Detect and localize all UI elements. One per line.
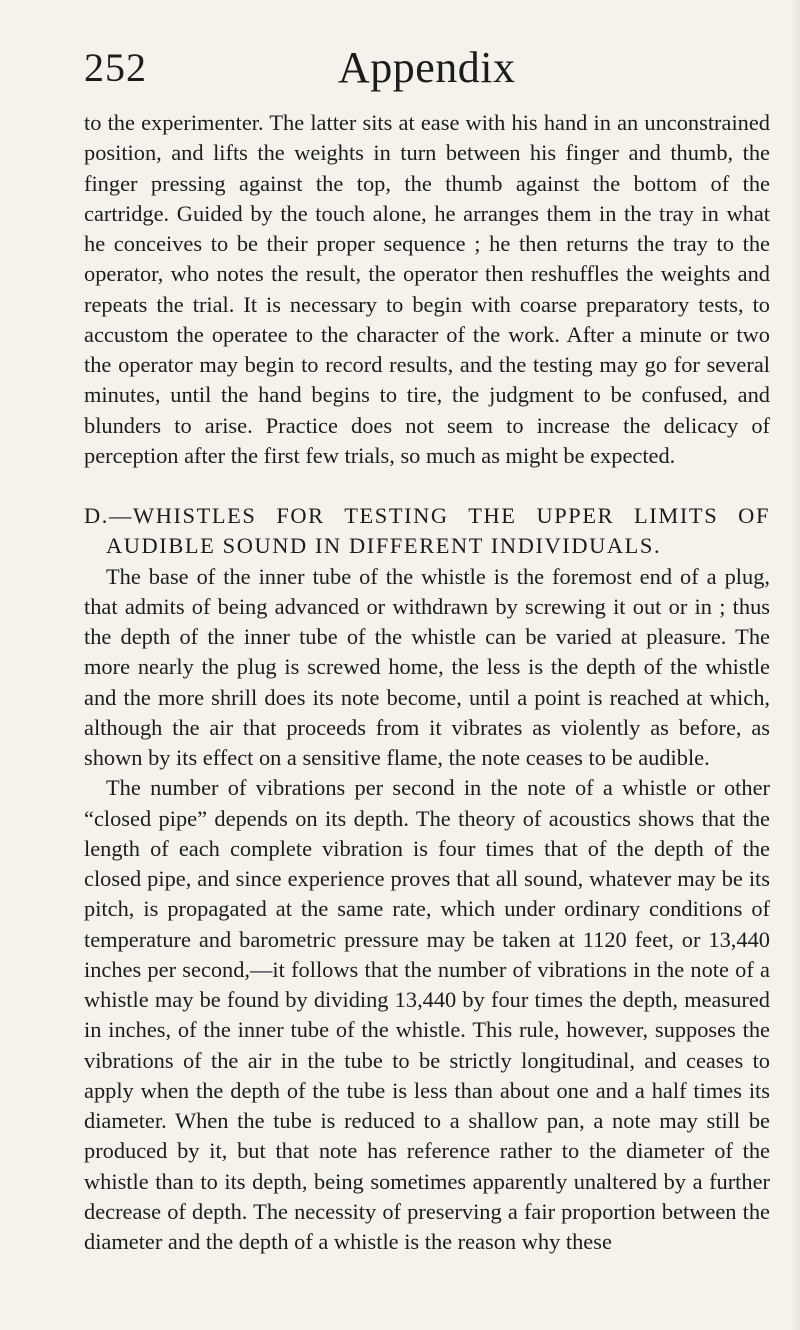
paragraph-whistle-construction: The base of the inner tube of the whistle is the foremost end of a plug, that admits of being advanced or withdrawn by screwing it out or in ; thus the depth of the inner tube of the whistle can be varied at pleasure. The more nearly the plug is screwed home, the less is the depth of the whistle and the more shrill does its note become, until a point is reached at which, although the air that proceeds from it vibrates as violently as before, as shown by its effect on a sensitive flame, the note ceases to be audible. bbox=[84, 563, 770, 770]
page-edge-shadow bbox=[790, 0, 800, 1330]
section-heading: D.—WHISTLES FOR TESTING THE UPPER LIMITS OF AUDIBLE SOUND IN DIFFERENT INDIVIDUALS. bbox=[84, 503, 770, 559]
paragraph-vibrations: The number of vibrations per second in the note of a whistle or other “closed pipe” depends on its depth. The theory of acoustics shows that the length of each complete vibration is four times that of the depth of the closed pipe, and since experience proves that all sound, whatever may be its pitch, is propagated at the same rate, which under ordinary conditions of temperature and barometric pressure may be taken at 1120 feet, or 13,440 inches per second,—it follows that the number of vibrations in the note of a whistle may be found by dividing 13,440 by four times the depth, measured in inches, of the inner tube of the whistle. This rule, however, supposes the vibrations of the air in the tube to be strictly longitudinal, and ceases to apply when the depth of the tube is less than about one and a half times its diameter. When the tube is reduced to a shallow pan, a note may still be produced by it, but that note has reference rather to the diameter of the whistle than to its depth, being sometimes apparently unaltered by a further decrease of depth. The necessity of preserving a fair proportion between the diameter and the depth of a whistle is the reason why these bbox=[84, 775, 770, 1254]
paragraph-continued: to the experimenter. The latter sits at ease with his hand in an unconstrained position, and lifts the weights in turn between his finger and thumb, the finger pressing against the top, the thumb against the bottom of the cartridge. Guided by the touch alone, he arranges them in the tray in what he conceives to be their proper sequence ; he then returns the tray to the operator, who notes the result, the operator then reshuffles the weights and repeats the trial. It is necessary to begin with coarse preparatory tests, to accustom the operatee to the character of the work. After a minute or two the operator may begin to record results, and the testing may go for several minutes, until the hand begins to tire, the judgment to be confused, and blunders to arise. Practice does not seem to increase the delicacy of perception after the first few trials, so much as might be expected. bbox=[84, 110, 770, 468]
running-title: Appendix bbox=[338, 43, 516, 92]
running-head bbox=[84, 42, 764, 94]
body-text bbox=[84, 108, 770, 1257]
page-number: 252 bbox=[84, 45, 147, 90]
